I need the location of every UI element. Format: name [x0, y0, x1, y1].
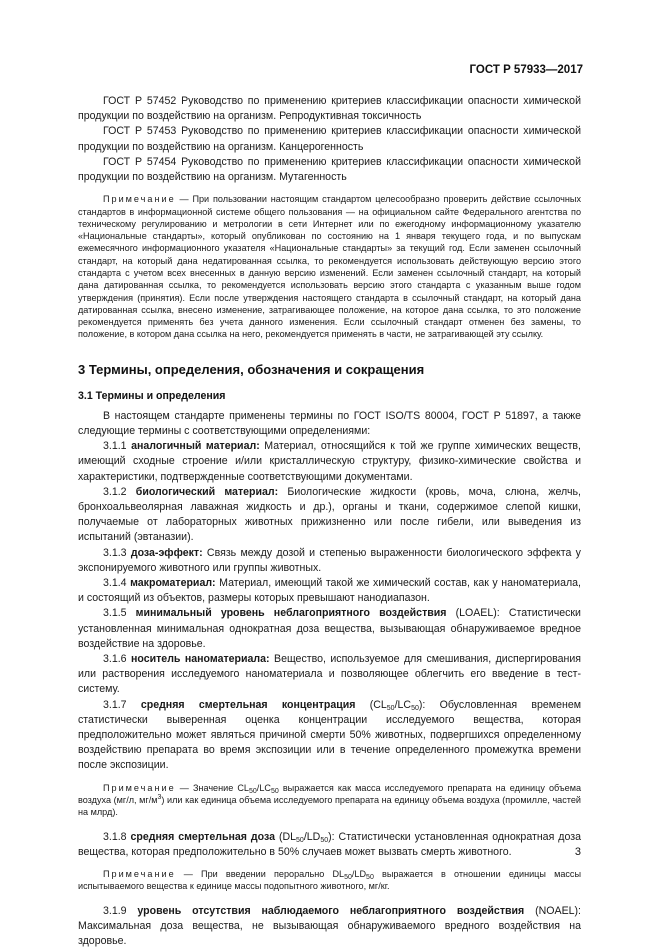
note-subscript: 50 — [249, 787, 257, 795]
abbr-subscript: 50 — [320, 836, 329, 844]
note-superscript: 3 — [157, 793, 162, 801]
intro-paragraph: В настоящем стандарте применены термины по ГОСТ ISO/TS 80004, ГОСТ Р 51897, а также следующие термины с соответствующими определениями: — [78, 409, 581, 437]
term-definition: Биологические жидкости (кровь, моча, слюна, желчь, бронхоальвеолярная лаважная жидкость и др.), органы и ткани, содержимое слепой кишки, получаемые от лабораторных животных прижизненно или после гибели, или выведения из испытаний (эвтаназии). — [78, 485, 581, 544]
term-name: средняя смертельная доза — [130, 830, 275, 843]
term-entry — [78, 485, 581, 546]
term-definition: Материал, относящийся к той же группе химических веществ, имеющий сходные строение и/или кристаллическую структуру, физико-химические свойства и характеристики, подтвержденные соответствующими документами. — [78, 440, 581, 483]
subsection-title: 3.1 Термины и определения — [78, 389, 226, 402]
abbr-subscript: 50 — [411, 704, 419, 712]
abbr-part: /LD — [303, 830, 321, 843]
abbr-subscript: 50 — [386, 704, 395, 712]
note-text: /LC — [256, 782, 271, 793]
term-name: доза-эффект: — [130, 546, 203, 559]
reference-item: ГОСТ Р 57453 Руководство по применению критериев классификации опасности химической продукции по воздействию на организм. Канцерогенность — [78, 125, 581, 153]
note-label: Примечание — [103, 782, 176, 793]
term-definition: (NOAEL): Максимальная доза вещества, не вызывающая обнаруживаемого вредного воздействия на здоровье. — [78, 904, 581, 947]
term-name: носитель наноматериала: — [130, 653, 270, 666]
term-name: аналогичный материал: — [131, 440, 260, 453]
term-abbr — [370, 699, 426, 711]
document-body — [78, 94, 581, 949]
term-entry — [78, 439, 581, 485]
term-definition: Статистически установленная однократная доза вещества, которая предположительно в 50% случаев может вызвать смерть животного. — [78, 830, 581, 858]
term-name: биологический материал: — [135, 485, 279, 498]
term-definition: Вещество, используемое для смешивания, диспергирования или растворения исследуемого наноматериала и позволяющее облегчить его введение в тест-систему. — [78, 653, 581, 696]
note-paragraph — [78, 193, 581, 341]
term-entry — [78, 606, 581, 652]
note-subscript: 50 — [270, 787, 279, 795]
term-number: 3.1.7 — [103, 698, 127, 711]
note-text: /LD — [351, 868, 367, 879]
term-entry — [78, 904, 581, 949]
term-definition: Материал, имеющий такой же химический состав, как у наноматериала, и состоящий из объектов, размеры которых превышают нанодиапазон. — [78, 577, 581, 605]
note-text: — При введении перорально DL — [183, 868, 345, 879]
term-number: 3.1.2 — [103, 485, 127, 498]
abbr-part: ): — [328, 830, 335, 843]
abbr-subscript: 50 — [296, 836, 304, 844]
term-number: 3.1.8 — [103, 830, 127, 843]
term-definition: (LOAEL): Статистически установленная минимальная однократная доза вещества, вызывающая обнаруживаемое вредное воздействие на здоровье. — [78, 607, 581, 650]
note-subscript: 50 — [344, 873, 352, 881]
note-text: — Значение CL — [179, 782, 249, 793]
term-definition: Связь между дозой и степенью выраженности биологического эффекта у экспонируемого животного или группы животных. — [78, 546, 581, 574]
term-number: 3.1.5 — [103, 607, 127, 620]
term-name: минимальный уровень неблагоприятного воздействия — [135, 607, 447, 620]
term-name: средняя смертельная концентрация — [140, 698, 356, 711]
term-number: 3.1.6 — [103, 653, 127, 666]
document-header: ГОСТ Р 57933—2017 — [469, 64, 583, 76]
note-text: выражается как масса исследуемого препарата на единицу объема воздуха (мг/л, мг/м — [78, 782, 581, 805]
term-entry — [78, 830, 581, 860]
term-entry — [78, 652, 581, 698]
term-number: 3.1.9 — [103, 904, 127, 917]
note-text: ) или как единица объема исследуемого препарата на единицу объема воздуха (промилле, частей на млрд). — [78, 794, 581, 818]
note-paragraph — [78, 782, 581, 819]
note-subscript: 50 — [366, 873, 374, 881]
term-number: 3.1.3 — [103, 546, 127, 559]
abbr-part: ): — [418, 698, 426, 711]
reference-item: ГОСТ Р 57454 Руководство по применению критериев классификации опасности химической продукции по воздействию на организм. Мутагенность — [78, 155, 581, 184]
term-name: уровень отсутствия наблюдаемого неблагоприятного воздействия — [137, 904, 525, 917]
term-abbr — [279, 831, 335, 843]
term-number: 3.1.4 — [103, 577, 127, 590]
note-paragraph — [78, 868, 581, 893]
term-entry — [78, 576, 581, 606]
abbr-part: /LC — [394, 698, 412, 711]
term-entry — [78, 698, 581, 774]
note-text: — При пользовании настоящим стандартом целесообразно проверить действие ссылочных стандартов в информационной системе общего пользования — на официальном сайте Федерального агентства по техническому регулированию и метрологии в сети Интернет или по ежегодному информационному указателю «Национальные стандарты», который опубликован по состоянию на 1 января текущего года, и по выпускам ежемесячного информационного указателя «Национальные стандарты» за текущий год. Если заменен ссылочный стандарт, на который дана недатированная ссылка, то рекомендуется использовать действующую версию этого стандарта с учетом всех внесенных в данную версию изменений. Если заменен ссылочный стандарт, на который дана датированная ссылка, то рекомендуется использовать версию этого стандарта с указанным выше годом утверждения (принятия). Если после утверждения настоящего стандарта в ссылочный стандарт, на который дана датированная ссылка, внесено изменение, затрагивающее положение, на которое дана ссылка, то это положение рекомендуется применять без учета данного изменения. Если ссылочный стандарт отменен без замены, то положение, в котором дана ссылка на него, рекомендуется применять в части, не затрагивающей эту ссылку. — [78, 194, 581, 340]
abbr-part: (CL — [369, 698, 387, 711]
term-number: 3.1.1 — [103, 440, 127, 453]
term-entry — [78, 546, 581, 576]
abbr-part: (DL — [278, 830, 297, 843]
section-title: 3 Термины, определения, обозначения и сокращения — [78, 361, 425, 377]
note-text: выражается в отношении единицы массы испытываемого вещества к единице массы подопытного животного, мг/кг. — [78, 868, 582, 892]
page-number: 3 — [574, 846, 581, 858]
note-label: Примечание — [103, 868, 176, 879]
term-name: макроматериал: — [130, 577, 216, 590]
reference-item: ГОСТ Р 57452 Руководство по применению критериев классификации опасности химической продукции по воздействию на организм. Репродуктивная токсичность — [78, 95, 581, 123]
term-definition: Обусловленная временем статистически выверенная оценка концентрации исследуемого вещества, которая предположительно может являться причиной смерти 50% животных, подвергшихся определенному воздействию препарата во время экспозиции или в течение определенного промежутка времени после экспозиции. — [78, 698, 582, 772]
note-label: Примечание — [103, 194, 176, 205]
